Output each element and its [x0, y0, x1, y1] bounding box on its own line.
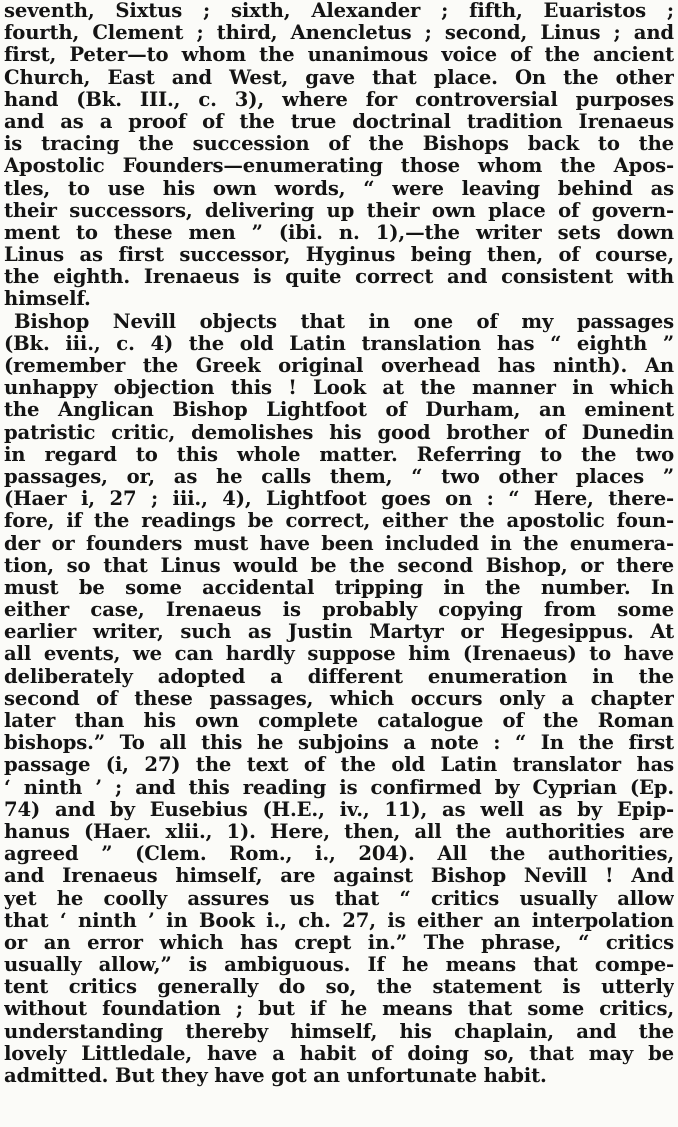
text-line: fore, if the readings be correct, either the apostolic foun- [4, 510, 674, 533]
text-line: later than his own complete catalogue of the Roman [4, 710, 674, 732]
text-line: Linus as first successor, Hyginus being then, of course, [4, 244, 674, 267]
text-line: deliberately adopted a different enumeration in the [4, 665, 674, 688]
text-line: passages, or, as he calls them, “ two other places ” [4, 465, 674, 488]
text-line: usually allow,” is ambiguous. If he means that compe- [4, 954, 674, 977]
text-line: seventh, Sixtus ; sixth, Alexander ; fifth, Euaristos ; [4, 0, 674, 22]
text-line: without foundation ; but if he means that some critics, [4, 998, 674, 1021]
text-line: that ‘ ninth ’ in Book i., ch. 27, is either an interpolation [4, 909, 674, 932]
text-line: unhappy objection this ! Look at the manner in which [4, 377, 674, 400]
paragraph-nevill-objection [4, 311, 674, 1088]
text-line: bishops.” To all this he subjoins a note : “ In the first [4, 732, 674, 755]
text-line: Church, East and West, gave that place. On the other [4, 66, 674, 89]
text-line: either case, Irenaeus is probably copying from some [4, 599, 674, 622]
text-line: lovely Littledale, have a habit of doing so, that may be [4, 1042, 674, 1065]
text-line: the Anglican Bishop Lightfoot of Durham, an eminent [4, 399, 674, 422]
text-line: second of these passages, which occurs only a chapter [4, 687, 674, 710]
text-line: agreed ” (Clem. Rom., i., 204). All the authorities, [4, 843, 674, 866]
text-line: and Irenaeus himself, are against Bishop Nevill ! And [4, 865, 674, 888]
text-line: admitted. But they have got an unfortunate habit. [4, 1065, 547, 1087]
text-line: all events, we can hardly suppose him (Irenaeus) to have [4, 643, 674, 666]
text-line: tion, so that Linus would be the second Bishop, or there [4, 554, 674, 577]
text-line: Bishop Nevill objects that in one of my passages [14, 310, 674, 333]
text-line: ‘ ninth ’ ; and this reading is confirmed by Cyprian (Ep. [4, 776, 674, 799]
text-line: (remember the Greek original overhead has ninth). An [4, 355, 674, 377]
text-line: ment to these men ” (ibi. n. 1),—the writer sets down [4, 221, 674, 244]
text-line: and as a proof of the true doctrinal tradition Irenaeus [4, 110, 674, 133]
text-line: tles, to use his own words, “ were leaving behind as [4, 177, 674, 200]
text-line: or an error which has crept in.” The phrase, “ critics [4, 931, 674, 954]
text-line: himself. [4, 288, 91, 311]
text-line: (Bk. iii., c. 4) the old Latin translation has “ eighth ” [4, 332, 674, 355]
text-line: hanus (Haer. xlii., 1). Here, then, all the authorities are [4, 820, 674, 843]
text-line: earlier writer, such as Justin Martyr or Hegesippus. At [4, 621, 674, 644]
text-line: yet he coolly assures us that “ critics usually allow [4, 887, 674, 910]
text-line: understanding thereby himself, his chaplain, and the [4, 1020, 674, 1043]
paragraph-succession-list [4, 0, 674, 311]
text-line: tent critics generally do so, the statement is utterly [4, 976, 674, 999]
text-line: their successors, delivering up their own place of govern- [4, 199, 674, 222]
text-line: is tracing the succession of the Bishops back to the [4, 133, 674, 156]
text-line: first, Peter—to whom the unanimous voice of the ancient [4, 44, 674, 67]
text-line: passage (i, 27) the text of the old Latin translator has [4, 754, 674, 777]
text-line: hand (Bk. III., c. 3), where for controversial purposes [4, 88, 674, 111]
text-line: der or founders must have been included in the enumera- [4, 532, 674, 555]
text-line: 74) and by Eusebius (H.E., iv., 11), as well as by Epip- [4, 798, 674, 821]
text-line: in regard to this whole matter. Referring to the two [4, 443, 674, 466]
text-line: patristic critic, demolishes his good brother of Dunedin [4, 421, 674, 444]
text-line: the eighth. Irenaeus is quite correct and consistent with [4, 266, 674, 289]
text-line: must be some accidental tripping in the number. In [4, 576, 674, 599]
text-line: Apostolic Founders—enumerating those whom the Apos- [4, 155, 674, 178]
text-line: (Haer i, 27 ; iii., 4), Lightfoot goes on : “ Here, there- [4, 488, 674, 511]
text-line: fourth, Clement ; third, Anencletus ; second, Linus ; and [4, 22, 674, 45]
